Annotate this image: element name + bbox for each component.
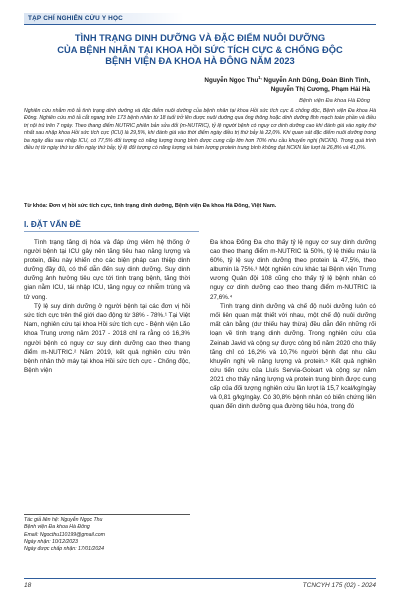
title-line: BỆNH VIỆN ĐA KHOA HÀ ĐÔNG NĂM 2023 — [105, 56, 295, 67]
abstract: Nghiên cứu nhằm mô tả tình trạng dinh dưỡng và đặc điểm nuôi dưỡng của bệnh nhân tại khoa Hồi sức tích cực & chống độc, Bệnh viện Đa khoa Hà Đông. Nghiên cứu mô tả cắt ngang trên 173 bệnh nhân từ 18 tuổi trở lên được nuôi dưỡng qua ống thông hoặc dinh dưỡng tĩnh mạch toàn phần và điều trị nội trú trên 7 ngày. Theo thang điểm NUTRIC phiên bản sửa đổi (m-NUTRIC), tỷ lệ người bệnh có nguy cơ dinh dưỡng cao khi đánh giá vào ngày thứ nhất sau nhập khoa Hồi sức tích cực (ICU) là 29,5%, khi đánh giá vào thời điểm ngày điều trị thứ bảy là 22,0%. Khi quan sát đặc điểm nuôi dưỡng trong ba ngày đầu sau nhập ICU, có 77,5% đối tượng có năng lượng trung bình được cung cấp lớn hơn 70% nhu cầu khuyến nghị (NCKN). Trong quá trình điều trị từ ngày thứ tư đến ngày thứ bảy, tỷ lệ đối tượng có năng lượng và hàm lượng protein trung bình không đạt NCKN lần lượt là 26,8% và 41,0%. — [24, 108, 376, 152]
section-divider — [24, 231, 199, 232]
author-line — [130, 74, 370, 86]
body-column-left — [24, 238, 190, 375]
section-tag: TẠP CHÍ NGHIÊN CỨU Y HỌC — [24, 13, 184, 24]
body-paragraph: Tình trạng tăng dị hóa và đáp ứng viêm hệ thống ở người bệnh tại ICU gây nên tăng tiêu hao năng lượng và protein, điều này khiến cho các biện pháp can thiệp dinh dưỡng đầy đủ, có thể dẫn đến suy dinh dưỡng. Suy dinh dưỡng ảnh hưởng tiêu cực tới tình trạng bệnh, tăng thời gian nằm ICU, tái nhập ICU, tăng nguy cơ nhiễm trùng và tử vong. — [24, 239, 190, 301]
footnote-line: Tác giả liên hệ: Nguyễn Ngọc Thu — [24, 517, 103, 523]
footnote-line: Ngày nhận: 10/12/2023 — [24, 538, 78, 545]
title-line: TÌNH TRẠNG DINH DƯỠNG VÀ ĐẶC ĐIỂM NUÔI DƯỠNG — [74, 33, 326, 43]
body-paragraph: Tình trạng dinh dưỡng và chế độ nuôi dưỡng luôn có mối liên quan mật thiết với nhau, một chế độ nuôi dưỡng mất cân bằng (dư thiếu hay thừa) đều dẫn đến những rối loạn về tình trạng dinh dưỡng. Trong nghiên cứu của Zeinab Javid và cộng sự được công bố năm 2020 cho thấy tăng chỉ có 16,2% và 10,7% người bệnh đạt nhu cầu khuyến nghị về năng lượng và protein.⁵ Kết quả nghiên cứu tiến cứu của Lluís Servia-Goixart và cộng sự năm 2021 cho thấy năng lượng và protein trung bình được cung cấp của đối tượng nghiên cứu lần lượt là 15,7 kcal/kg/ngày và 0,81 g/kg/ngày. Có 30,8% bệnh nhân có biến chứng liên quan đến dinh dưỡng qua đường tiêu hóa, trong đó — [210, 303, 376, 411]
keywords-text: Đơn vị hồi sức tích cực, tình trạng dinh dưỡng, Bệnh viện Đa khoa Hà Đông, Việt Nam. — [49, 203, 277, 209]
body-column-right — [210, 238, 376, 411]
first-author: Nguyễn Ngọc Thu — [204, 77, 259, 85]
first-author-mark: 1, — [258, 75, 262, 80]
correspondence-footnote — [24, 517, 190, 553]
co-authors: Nguyễn Anh Dũng, Đoàn Bình Tỉnh, — [263, 77, 370, 85]
article-title — [30, 33, 370, 68]
author-line: Nguyễn Thị Cương, Phạm Hải Hà — [270, 85, 370, 93]
footnote-divider — [24, 514, 190, 515]
affiliation: Bệnh viện Đa khoa Hà Đông — [299, 98, 370, 104]
body-paragraph: Đa khoa Đống Đa cho thấy tỷ lệ nguy cơ suy dinh dưỡng cao theo thang điểm m-NUTRIC là 50%, tỷ lệ thiếu máu là 60%, tỷ lệ suy dinh dưỡng theo protein là 47,5%, theo albumin là 75%.³ Một nghiên cứu khác tại Bệnh viện Trưng vương Quân đội 108 cũng cho thấy tỷ lệ bệnh nhân có nguy cơ dinh dưỡng cao theo thang điểm m-NUTRIC là 27,6%.⁴ — [210, 239, 376, 301]
footnote-line: Bệnh viện Đa khoa Hà Đông — [24, 524, 90, 531]
footer-divider — [24, 578, 376, 579]
footnote-line: Ngày được chấp nhận: 17/01/2024 — [24, 546, 104, 553]
journal-header-bar — [24, 13, 376, 25]
journal-citation: TCNCYH 175 (02) - 2024 — [302, 582, 376, 589]
body-paragraph: Tỷ lệ suy dinh dưỡng ở người bệnh tại các đơn vị hồi sức tích cực trên thế giới dao động từ 38% - 78%.¹ Tại Việt Nam, nghiên cứu tại khoa Hồi sức tích cực - Bệnh viện Lão khoa Trung ương năm 2017 - 2018 chỉ ra rằng có 16,3% người bệnh có nguy cơ suy dinh dưỡng cao theo thang điểm m-NUTRIC.² Năm 2019, kết quả nghiên cứu trên bệnh nhân thở máy tại khoa Hồi sức tích cực - Chống độc, Bệnh viện — [24, 303, 190, 374]
title-line: CỦA BỆNH NHÂN TẠI KHOA HỒI SỨC TÍCH CỰC & CHỐNG ĐỘC — [57, 44, 343, 55]
author-list — [130, 74, 370, 94]
keywords — [24, 203, 376, 210]
page-number: 18 — [24, 582, 32, 589]
section-heading: I. ĐẶT VẤN ĐỀ — [24, 220, 81, 229]
keywords-label: Từ khóa: — [24, 203, 48, 209]
footnote-line: Email: Ngocthu110199@gmail.com — [24, 531, 106, 538]
